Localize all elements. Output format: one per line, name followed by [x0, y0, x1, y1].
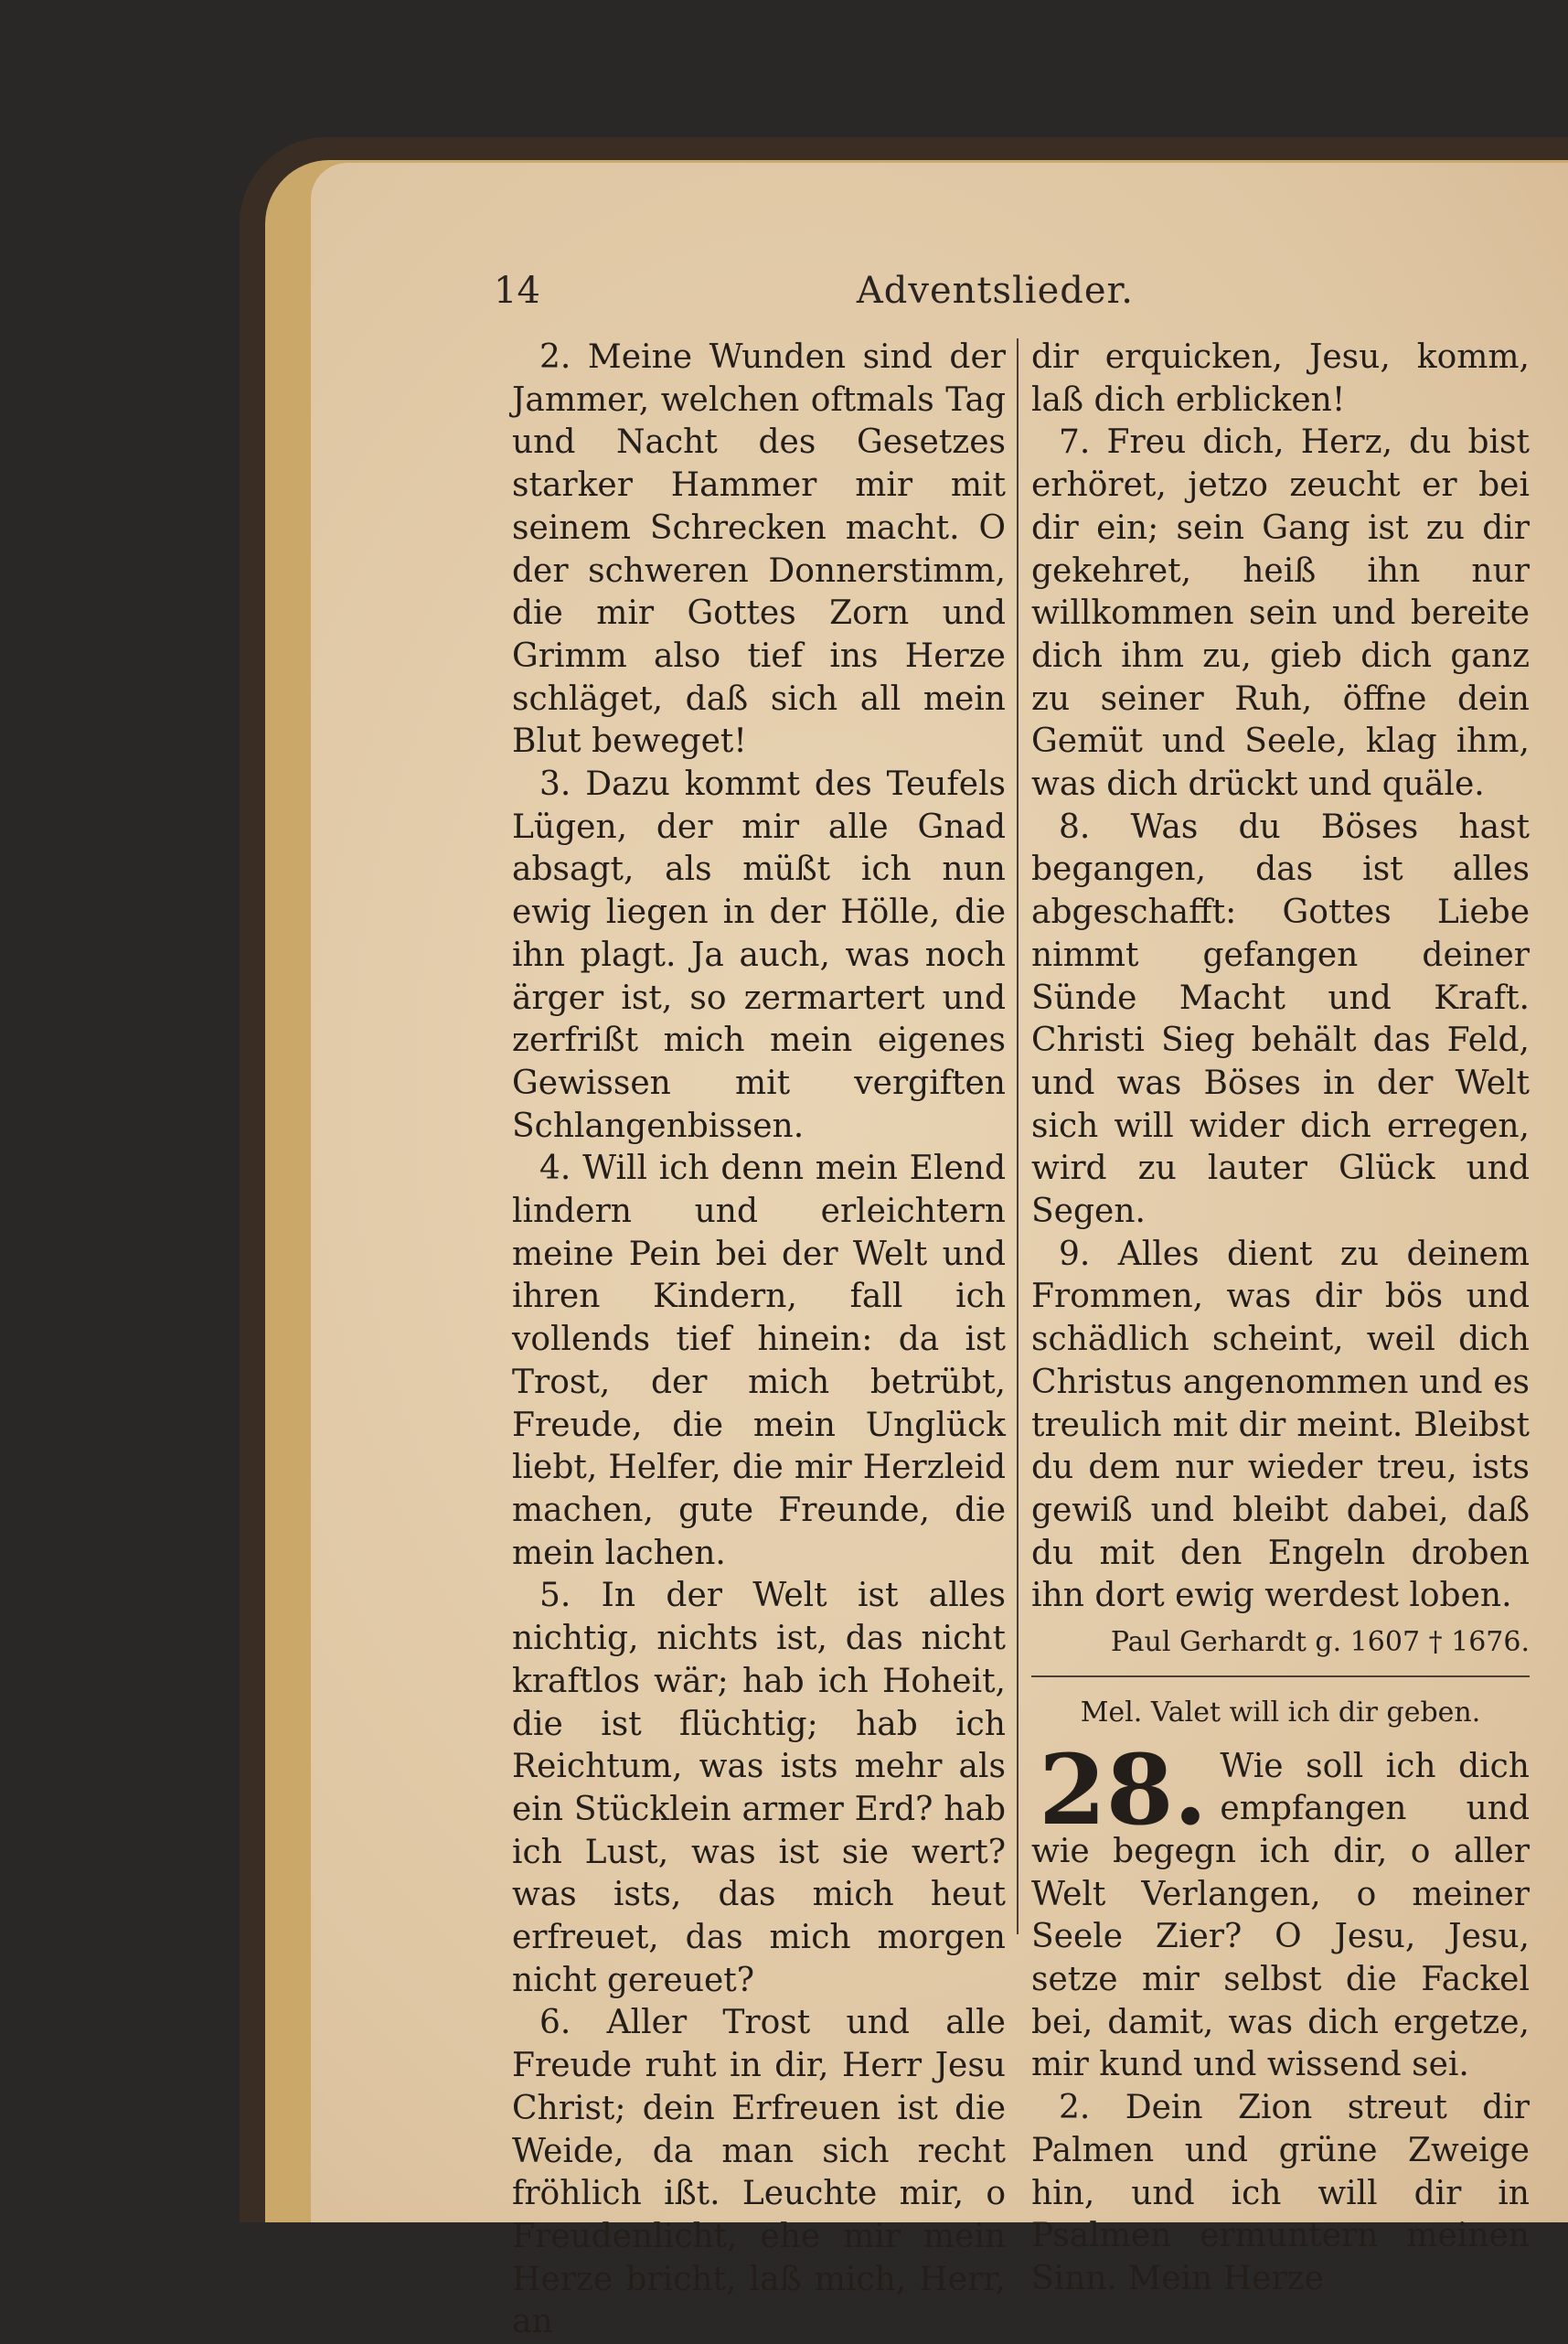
left-column — [512, 337, 1006, 2344]
hymn-separator — [1031, 1675, 1530, 1677]
page-number: 14 — [494, 270, 540, 312]
verse-7: 7. Freu dich, Herz, du bist erhöret, jetzo zeucht er bei dir ein; sein Gang ist zu dir gekehret, heiß ihn nur willkommen sein und bereite dich ihm zu, gieb dich ganz zu seiner Ruh, öffne dein Gemüt und Seele, klag ihm, was dich drückt und quäle. — [1031, 423, 1530, 804]
right-column — [1031, 337, 1530, 2301]
section-title: Adventslieder. — [856, 270, 1134, 312]
hymn-28-verse-2: 2. Dein Zion streut dir Palmen und grüne Zweige hin, und ich will dir in Psalmen ermuntern meinen Sinn. Mein Herze — [1031, 2089, 1530, 2297]
verse-5: 5. In der Welt ist alles nichtig, nichts ist, das nicht kraftlos wär; hab ich Hoheit, die ist flüchtig; hab ich Reichtum, was ists mehr als ein Stücklein armer Erd? hab ich Lust, was ist sie wert? was ists, das mich heut erfreuet, das mich morgen nicht gereuet? — [512, 1577, 1006, 1999]
verse-6: 6. Aller Trost und alle Freude ruht in dir, Herr Jesu Christ; dein Erfreuen ist die Weide, da man sich recht fröhlich ißt. Leuchte mir, o Freudenlicht, ehe mir mein Herze bricht, laß mich, Herr, an — [512, 2004, 1006, 2341]
verse-2: 2. Meine Wunden sind der Jammer, welchen oftmals Tag und Nacht des Gesetzes starker Hammer mir mit seinem Schrecken macht. O der schweren Donnerstimm, die mir Gottes Zorn und Grimm also tief ins Herze schläget, daß sich all mein Blut beweget! — [512, 338, 1006, 761]
verse-3: 3. Dazu kommt des Teufels Lügen, der mir alle Gnad absagt, als müßt ich nun ewig liegen in der Hölle, die ihn plagt. Ja auch, was noch ärger ist, so zermartert und zerfrißt mich mein eigenes Gewissen mit vergiften Schlangenbissen. — [512, 765, 1006, 1145]
verse-8: 8. Was du Böses hast begangen, das ist alles abgeschafft: Gottes Liebe nimmt gefangen deiner Sünde Macht und Kraft. Christi Sieg behält das Feld, und was Böses in der Welt sich will wider dich erregen, wird zu lauter Glück und Segen. — [1031, 808, 1530, 1231]
verse-6-continued: dir erquicken, Jesu, komm, laß dich erblicken! — [1031, 338, 1530, 419]
hymn-number: 28. — [1039, 1731, 1208, 1846]
author-attribution: Paul Gerhardt g. 1607 † 1676. — [1110, 1626, 1530, 1659]
column-divider — [1017, 338, 1019, 1934]
hymn-28 — [1031, 1731, 1530, 2088]
verse-4: 4. Will ich denn mein Elend lindern und erleichtern meine Pein bei der Welt und ihren Kindern, fall ich vollends tief hinein: da ist Trost, der mich betrübt, Freude, die mein Unglück liebt, Helfer, die mir Herzleid machen, gute Freunde, die mein lachen. — [512, 1150, 1006, 1572]
melody-note: Mel. Valet will ich dir geben. — [1080, 1696, 1481, 1729]
hymn-28-verse-1: Wie soll ich dich empfangen und wie begegn ich dir, o aller Welt Verlangen, o meiner Seele Zier? O Jesu, Jesu, setze mir selbst die Fackel bei, damit, was dich ergetze, mir kund und wissend sei. — [1031, 1747, 1530, 2084]
verse-9: 9. Alles dient zu deinem Frommen, was dir bös und schädlich scheint, weil dich Christus angenommen und es treulich mit dir meint. Bleibst du dem nur wieder treu, ists gewiß und bleibt dabei, daß du mit den Engeln droben ihn dort ewig werdest loben. — [1031, 1235, 1530, 1615]
